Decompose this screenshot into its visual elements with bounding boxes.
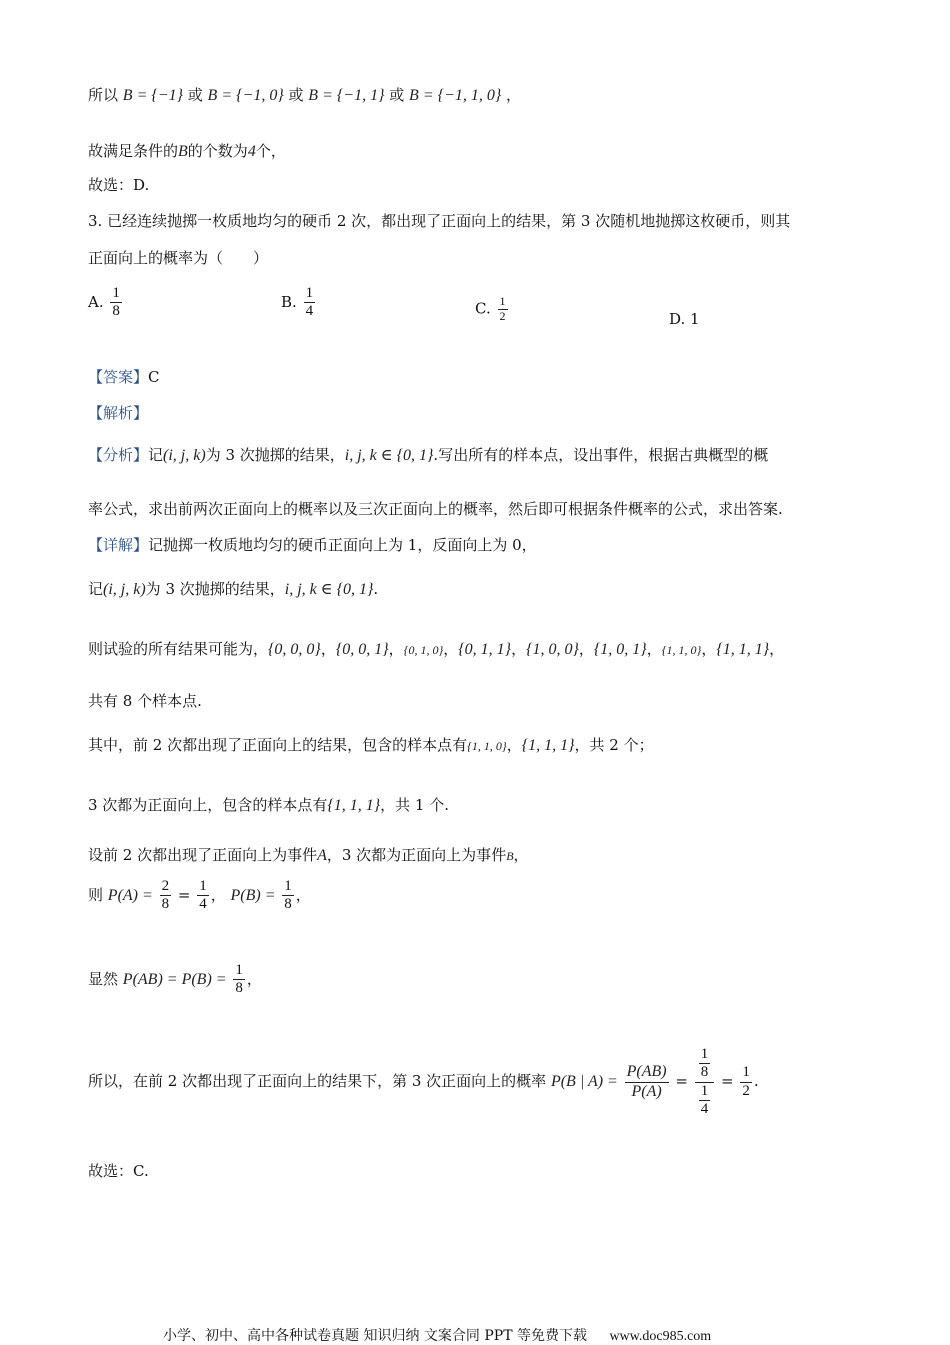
equals: = — [177, 885, 191, 904]
question-3-line1: 3. 已经连续抛掷一枚质地均匀的硬币 2 次，都出现了正面向上的结果，第 3 次随机地抛掷这枚硬币，则其 — [88, 212, 791, 230]
denominator: 8 — [284, 896, 292, 913]
denominator: 2 — [499, 308, 506, 323]
footer — [163, 1325, 711, 1345]
denominator: 8 — [700, 1064, 709, 1081]
fraction — [498, 295, 508, 324]
math-tuple: (i, j, k) — [103, 581, 146, 598]
inner-fraction — [699, 1046, 711, 1082]
sep: ， — [388, 640, 404, 658]
text: 或 — [288, 86, 304, 104]
text: 所以 — [88, 86, 119, 104]
comma: ， — [295, 885, 311, 904]
math-domain: i, j, k ∈ {0, 1} — [344, 447, 434, 464]
math-count: 4 — [247, 143, 256, 160]
analysis-tag-text: 【解析】 — [88, 404, 149, 422]
define-events — [88, 846, 529, 865]
numerator: 1 — [282, 878, 294, 896]
outcome: {1, 1, 1} — [327, 797, 381, 814]
equals: = — [675, 1072, 688, 1090]
xiangjie-line1 — [88, 536, 537, 554]
first-two-heads — [88, 736, 654, 755]
option-c — [475, 295, 510, 324]
final-answer: 故选：C. — [88, 1162, 149, 1180]
text: .写出所有的样本点，设出事件，根据古典概型的概 — [433, 446, 769, 464]
fraction — [233, 962, 245, 998]
math-b: B — [178, 143, 188, 160]
analysis-tag — [88, 404, 148, 422]
count-conclusion — [88, 142, 286, 161]
answer-value: C — [148, 368, 160, 386]
math-b4: B = {−1, 1, 0} — [409, 87, 502, 104]
text: 个， — [255, 142, 286, 160]
outcome: {0, 1, 1} — [458, 641, 512, 658]
math-pab: P(AB) = P(B) = — [122, 970, 227, 988]
fraction — [282, 878, 294, 914]
numerator: 1 — [740, 1064, 752, 1082]
sep: ， — [511, 640, 527, 658]
text: ，共 2 个； — [574, 736, 654, 754]
text: 记抛掷一枚质地均匀的硬币正面向上为 1，反面向上为 0， — [148, 536, 537, 554]
xiangjie-line2 — [88, 580, 378, 599]
fraction — [197, 878, 209, 914]
numerator: 2 — [160, 878, 172, 896]
text: 则 — [88, 885, 104, 904]
footer-link[interactable]: www.doc985.com — [609, 1329, 712, 1344]
text: 故满足条件的 — [88, 142, 179, 160]
text: ， — [506, 736, 522, 754]
math-tuple: (i, j, k) — [163, 447, 206, 464]
denominator: 4 — [199, 896, 207, 913]
fenxi-tag: 【分析】 — [88, 446, 149, 464]
math-b2: B = {−1, 0} — [207, 87, 284, 104]
numerator: 1 — [499, 294, 506, 308]
numerator: 1 — [304, 285, 316, 303]
text: 记 — [148, 446, 164, 464]
text: 为 3 次抛掷的结果， — [205, 446, 345, 464]
answer — [88, 368, 160, 386]
text: 设前 2 次都出现了正面向上为事件 — [88, 846, 318, 864]
option-label: C. — [475, 299, 491, 318]
math-domain: i, j, k ∈ {0, 1} — [284, 581, 374, 598]
text: 所以，在前 2 次都出现了正面向上的结果下，第 3 次正面向上的概率 — [88, 1072, 547, 1090]
outcome: {1, 0, 1} — [593, 641, 647, 658]
text: 其中，前 2 次都出现了正面向上的结果，包含的样本点有 — [88, 736, 468, 754]
option-b — [281, 285, 317, 321]
math-pb: P(B) = — [230, 886, 276, 904]
sep: ， — [320, 640, 336, 658]
equals: = — [721, 1072, 734, 1090]
text: ，3 次都为正面向上为事件 — [326, 846, 507, 864]
option-value: 1 — [690, 310, 700, 328]
denominator: 4 — [305, 303, 314, 320]
denominator: 2 — [742, 1082, 750, 1099]
text: 或 — [389, 86, 405, 104]
denominator: 8 — [161, 896, 170, 913]
footer-text: 小学、初中、高中各种试卷真题 知识归纳 文案合同 PPT 等免费下载 — [163, 1328, 587, 1344]
all-three-heads — [88, 796, 449, 815]
outcome: {0, 0, 1} — [335, 641, 389, 658]
text: 为 3 次抛掷的结果， — [145, 580, 285, 598]
outcome: {1, 1, 0} — [661, 643, 702, 657]
total-samples: 共有 8 个样本点. — [88, 692, 202, 710]
sep: ， — [701, 640, 717, 658]
text: ， — [513, 846, 529, 864]
conditional-probability — [88, 1046, 759, 1118]
compound-fraction — [695, 1046, 715, 1118]
option-label: A. — [88, 292, 104, 311]
period: . — [753, 1072, 759, 1090]
outcome: {0, 1, 0} — [403, 643, 444, 657]
sep: ， — [769, 640, 785, 658]
fenxi-line2: 率公式，求出前两次正面向上的概率以及三次正面向上的概率，然后即可根据条件概率的公式，求出答案. — [88, 500, 783, 518]
previous-answer: 故选：D. — [88, 176, 150, 194]
denominator: 4 — [700, 1100, 709, 1117]
numerator: 1 — [197, 878, 209, 896]
text: 则试验的所有结果可能为， — [88, 640, 269, 658]
outcome: {1, 1, 1} — [521, 737, 575, 754]
sep: ， — [578, 640, 594, 658]
text: ，共 1 个. — [380, 796, 449, 814]
text: 或 — [187, 86, 203, 104]
text: . — [373, 580, 379, 598]
text: ， — [506, 86, 522, 104]
prob-ab — [88, 962, 262, 998]
text: 3 次都为正面向上，包含的样本点有 — [88, 796, 328, 814]
fraction — [110, 285, 122, 321]
compound-numerator — [695, 1046, 715, 1083]
denominator: P(A) — [631, 1082, 662, 1100]
fraction — [160, 878, 172, 914]
outcome: {1, 0, 0} — [526, 641, 579, 658]
denominator: 8 — [235, 980, 243, 997]
numerator: 1 — [699, 1083, 711, 1101]
inner-fraction — [699, 1083, 711, 1119]
option-d — [669, 310, 700, 328]
fraction — [740, 1064, 752, 1100]
outcome: {0, 0, 0} — [268, 641, 321, 658]
numerator: 1 — [699, 1046, 711, 1064]
outcome: {1, 1, 1} — [716, 641, 770, 658]
fraction — [304, 285, 316, 321]
math-b1: B = {−1} — [122, 87, 183, 104]
sep: ， — [646, 640, 662, 658]
math-b3: B = {−1, 1} — [308, 87, 385, 104]
prob-a-b — [88, 878, 311, 914]
math-pa: P(A) = — [107, 886, 153, 904]
question-3-line2: 正面向上的概率为（ ） — [88, 249, 269, 267]
event-a: A — [317, 847, 327, 864]
text: 显然 — [88, 969, 119, 988]
sep: ， — [443, 640, 459, 658]
answer-tag: 【答案】 — [88, 368, 149, 386]
comma: ， — [246, 969, 262, 988]
fenxi-line1 — [88, 446, 768, 465]
fraction — [625, 1063, 669, 1101]
outcome: {1, 1, 0} — [467, 739, 507, 753]
numerator: 1 — [233, 962, 245, 980]
numerator: 1 — [110, 285, 122, 303]
option-label: B. — [281, 292, 297, 311]
event-b: B — [506, 849, 514, 863]
denominator: 8 — [112, 303, 120, 320]
comma: ， — [210, 885, 226, 904]
option-a — [88, 285, 124, 321]
all-outcomes — [88, 640, 784, 659]
numerator: P(AB) — [625, 1063, 669, 1082]
xiangjie-tag: 【详解】 — [88, 536, 149, 554]
option-label: D. — [669, 310, 686, 328]
compound-denominator — [695, 1083, 715, 1119]
text: 的个数为 — [187, 142, 248, 160]
text: 记 — [88, 580, 104, 598]
math-pba: P(B | A) = — [550, 1073, 618, 1090]
set-b-possibilities — [88, 86, 521, 105]
